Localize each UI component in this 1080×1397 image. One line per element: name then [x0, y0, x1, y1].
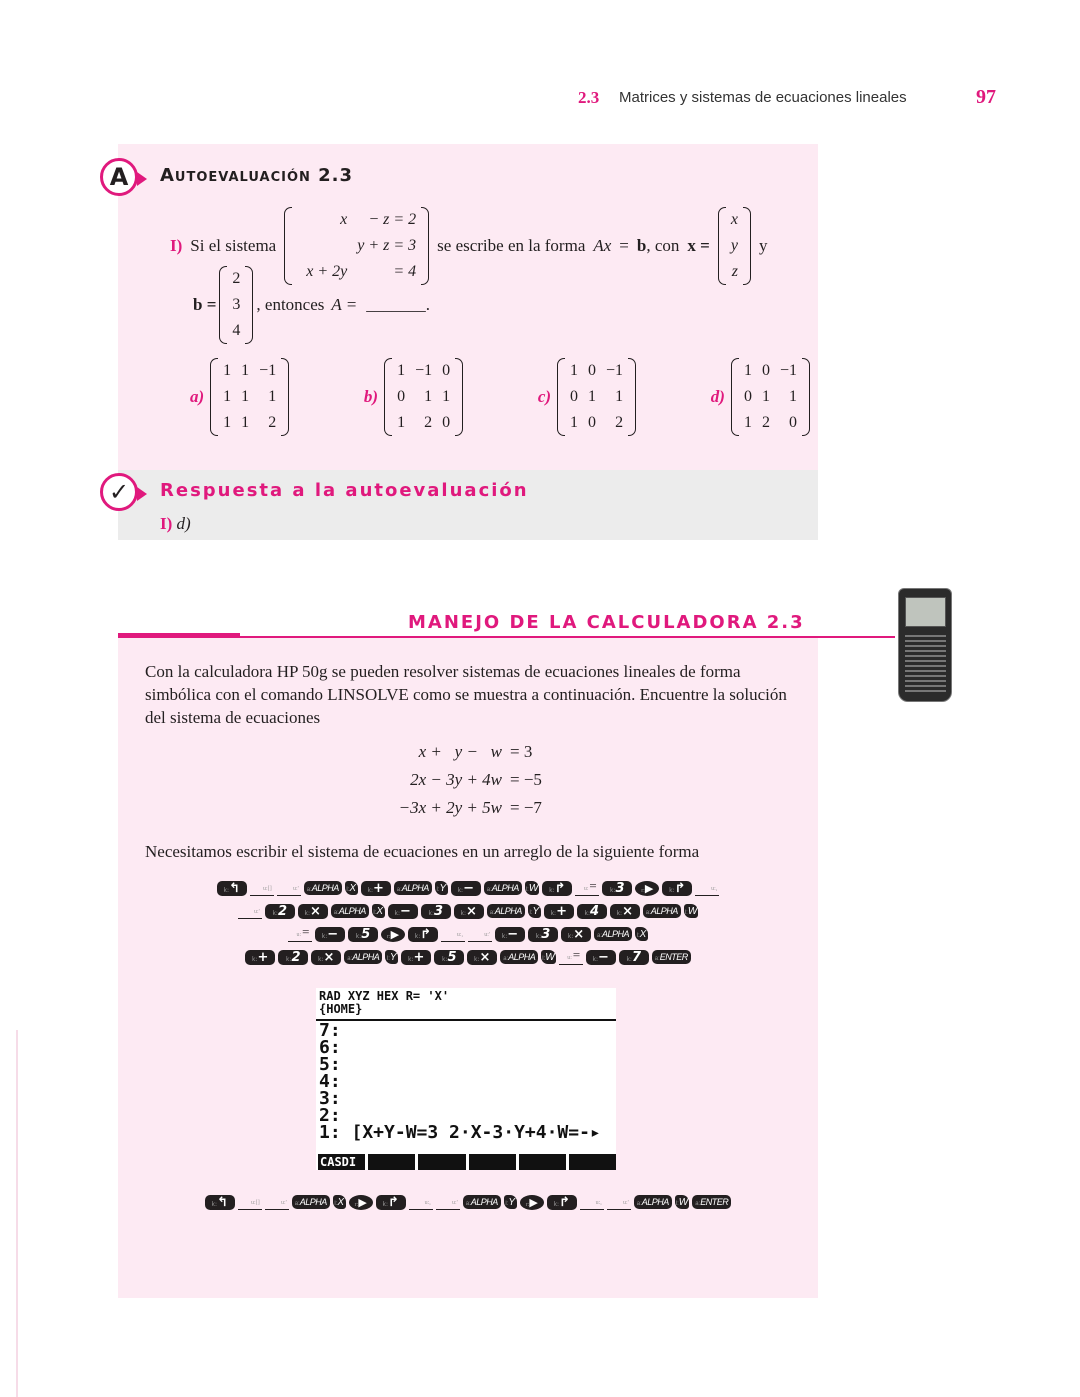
key-label: l:W	[542, 951, 555, 963]
matrix-cell: x + 2y	[306, 263, 348, 280]
matrix-row	[227, 318, 245, 344]
arrow-key[interactable]	[349, 1195, 373, 1210]
key-label: k:+	[367, 880, 384, 896]
running-title: Matrices y sistemas de ecuaciones lineales	[619, 89, 907, 106]
matrix-cell: 0	[588, 414, 597, 431]
typed-text	[441, 926, 465, 942]
key[interactable]	[495, 927, 525, 942]
key-label: a:ALPHA	[294, 1197, 327, 1207]
key-label: l:X	[346, 882, 357, 894]
letter-key[interactable]	[684, 904, 698, 918]
typed-text	[409, 1194, 433, 1210]
b-eq: b =	[193, 295, 217, 314]
option-d	[711, 358, 810, 436]
option-b	[364, 358, 463, 436]
option-label: d)	[710, 387, 725, 406]
alpha-key[interactable]	[500, 950, 538, 964]
alpha-key[interactable]	[394, 881, 432, 895]
softkey-6[interactable]	[569, 1154, 616, 1170]
key[interactable]	[467, 950, 497, 965]
key-label: u:,	[595, 1200, 602, 1206]
typed-text	[265, 1194, 289, 1210]
keystroke-row	[118, 947, 818, 967]
key[interactable]	[408, 927, 438, 942]
key-label: a:ALPHA	[347, 952, 380, 962]
letter-key[interactable]	[541, 950, 555, 964]
key[interactable]	[401, 950, 431, 965]
equals: =	[619, 236, 629, 255]
key-label: l:W	[525, 882, 539, 894]
matrix-cell: 1	[268, 388, 277, 405]
key-label: k:5	[355, 926, 371, 942]
matrix-cell: 2	[424, 414, 433, 431]
key-label: r:▶	[641, 882, 654, 895]
equation-rhs: = 3	[510, 742, 533, 761]
key[interactable]	[451, 881, 481, 896]
key-label: k:−	[501, 926, 519, 942]
item-label: I)	[170, 236, 183, 255]
option-a	[190, 358, 289, 436]
key[interactable]	[528, 927, 558, 942]
key-label: k:3	[535, 926, 551, 942]
b-vector	[219, 266, 253, 344]
matrix-row	[227, 292, 245, 318]
matrix	[739, 358, 802, 436]
key-label: u:'	[451, 1200, 458, 1206]
matrix-row	[739, 384, 802, 410]
key[interactable]	[544, 904, 574, 919]
equation-rhs: = −5	[510, 770, 542, 789]
option-matrix	[731, 358, 810, 436]
matrix	[392, 358, 455, 436]
matrix	[218, 358, 281, 436]
alpha-key[interactable]	[634, 1195, 672, 1209]
matrix-cell: 0	[761, 362, 770, 379]
letter-key[interactable]	[435, 881, 448, 895]
key[interactable]	[610, 904, 640, 919]
key-label: k:3	[609, 880, 625, 896]
letter-key[interactable]	[528, 904, 541, 918]
key-label: r:▶	[525, 1196, 538, 1209]
key[interactable]	[311, 950, 341, 965]
arrow-key[interactable]	[635, 881, 659, 896]
matrix-cell: 4	[232, 322, 241, 339]
matrix-cell: −1	[415, 362, 433, 379]
keystroke-row	[118, 1192, 818, 1212]
directory-line: {HOME}	[319, 1002, 363, 1016]
key-label: a:ALPHA	[306, 883, 339, 893]
autoeval-icon	[100, 158, 138, 196]
key-label: k:3	[428, 903, 444, 919]
option-matrix	[210, 358, 289, 436]
typed-text	[436, 1194, 460, 1210]
matrix-row	[227, 266, 245, 292]
key-label: r:▶	[386, 928, 400, 941]
key[interactable]	[361, 881, 391, 896]
answer-title: Respuesta a la autoevaluación	[160, 480, 529, 501]
alpha-key[interactable]	[594, 927, 632, 941]
key-label: a:ALPHA	[503, 952, 536, 962]
matrix-cell: 1	[615, 388, 624, 405]
alpha-key[interactable]	[487, 904, 525, 918]
matrix-row	[726, 207, 743, 233]
key-label: k:−	[394, 903, 411, 919]
matrix-cell: y + z = 3	[357, 237, 417, 254]
text: , con	[646, 236, 680, 255]
key[interactable]	[586, 950, 616, 965]
equation-lhs: 2x − 3y + 4w	[410, 770, 502, 789]
key-label: k:↱	[553, 1194, 570, 1210]
key-label: k:2	[285, 949, 301, 965]
matrix-cell: 0	[588, 362, 597, 379]
answer	[160, 514, 191, 534]
key[interactable]	[217, 881, 247, 896]
key-label: k:7	[626, 949, 641, 965]
equation-lhs: −3x + 2y + 5w	[398, 798, 502, 817]
typed-text	[580, 1194, 604, 1210]
calculator-image	[898, 588, 952, 702]
key-label: a:ALPHA	[396, 883, 429, 893]
rule	[118, 636, 895, 638]
softkey-5[interactable]	[519, 1154, 566, 1170]
key-label: k:5	[441, 949, 457, 965]
key[interactable]	[542, 881, 572, 896]
status-line: RAD XYZ HEX R= 'X'	[319, 989, 450, 1003]
b: b	[636, 236, 647, 255]
key-label: u:'	[623, 1200, 629, 1206]
matrix-cell: z	[731, 263, 738, 280]
page-number: 97	[976, 86, 996, 108]
matrix-cell: 1	[424, 388, 433, 405]
key-label: k:−	[321, 926, 339, 942]
matrix-cell: 1	[241, 414, 250, 431]
key-label: u:=	[583, 878, 598, 893]
key-label: l:Y	[529, 905, 540, 917]
key-label: l:W	[675, 1196, 689, 1208]
letter-key[interactable]	[333, 1195, 346, 1209]
matrix-row	[565, 384, 628, 410]
matrix-cell: 0	[743, 388, 752, 405]
matrix-cell: 2	[615, 414, 624, 431]
key-label: u:,	[456, 932, 463, 938]
key-label: a:ALPHA	[486, 883, 519, 893]
key-label: r:▶	[354, 1196, 367, 1209]
matrix-cell	[292, 233, 352, 259]
matrix-cell: 1	[442, 388, 451, 405]
key-label: a:ALPHA	[489, 906, 522, 916]
key[interactable]	[421, 904, 451, 919]
item-label: I)	[160, 514, 173, 533]
alpha-key[interactable]	[484, 881, 522, 895]
arrow-key[interactable]	[381, 927, 405, 942]
typed-text	[288, 926, 312, 942]
stack-line: 3:	[319, 1088, 341, 1109]
matrix-cell: 2	[268, 414, 277, 431]
key[interactable]	[388, 904, 418, 919]
matrix-cell: 1	[588, 388, 597, 405]
typed-text	[468, 926, 492, 942]
key-label: k:4	[584, 903, 600, 919]
key[interactable]	[348, 927, 378, 942]
typed-text	[277, 880, 301, 896]
stack-line: 1: [X+Y-W=3 2·X-3·Y+4·W=-▸	[319, 1122, 601, 1143]
ax: Ax	[593, 236, 612, 255]
typed-text	[238, 1194, 262, 1210]
matrix-cell: x	[340, 211, 348, 228]
alpha-key[interactable]	[463, 1195, 501, 1209]
a-eq: A =	[331, 295, 358, 314]
key-label: k:+	[550, 903, 567, 919]
typed-text	[238, 903, 262, 919]
softkey-4[interactable]	[469, 1154, 516, 1170]
matrix-cell: 1	[397, 362, 406, 379]
matrix-cell: 1	[241, 362, 250, 379]
typed-text	[607, 1194, 631, 1210]
key[interactable]	[619, 950, 649, 965]
letter-key[interactable]	[345, 881, 358, 895]
key-label: a:ENTER	[695, 1197, 729, 1207]
option-c	[538, 358, 636, 436]
matrix-cell: 2	[232, 270, 241, 287]
matrix-cell: 2	[761, 414, 770, 431]
matrix-cell: 3	[232, 296, 241, 313]
key-label: u:=	[296, 924, 310, 939]
arrow-key[interactable]	[520, 1195, 544, 1210]
option-label: c)	[537, 387, 552, 406]
matrix-cell: 0	[397, 388, 406, 405]
key-label: u:,	[711, 886, 718, 892]
key-label: l:Y	[505, 1196, 516, 1208]
matrix	[565, 358, 628, 436]
alpha-key[interactable]	[652, 950, 691, 964]
calculator-title: MANEJO DE LA CALCULADORA 2.3	[408, 612, 805, 633]
key[interactable]	[454, 904, 484, 919]
matrix-cell: 1	[570, 414, 579, 431]
letter-key[interactable]	[504, 1195, 517, 1209]
matrix-row	[392, 384, 455, 410]
key-label: k:−	[457, 880, 474, 896]
calculator-screen	[316, 988, 616, 1170]
alpha-key[interactable]	[692, 1195, 731, 1209]
letter-key[interactable]	[525, 881, 539, 895]
matrix-cell: 0	[442, 414, 451, 431]
matrix-cell: 0	[442, 362, 451, 379]
alpha-key[interactable]	[292, 1195, 330, 1209]
intro-paragraph: Con la calculadora HP 50g se pueden resolver sistemas de ecuaciones lineales de forma simbólica con el comando LINSOLVE como se muestra a continuación. Encuentre la solución del sistema de ecuaciones	[145, 662, 787, 727]
stack-line: 2:	[319, 1105, 341, 1126]
matrix-row	[392, 410, 455, 436]
text: se escribe en la forma	[437, 236, 586, 255]
answer-value: d)	[176, 514, 191, 533]
matrix-row	[292, 233, 421, 259]
key-label: a:ALPHA	[645, 906, 678, 916]
typed-text	[695, 880, 719, 896]
key-label: l:X	[373, 905, 384, 917]
key-label: l:X	[636, 928, 647, 940]
matrix-cell: −1	[606, 362, 624, 379]
key-label: k:+	[408, 949, 425, 965]
option-matrix	[384, 358, 463, 436]
matrix-cell: 1	[241, 388, 250, 405]
key-label: l:W	[684, 905, 698, 917]
key-label: u:'	[292, 886, 299, 892]
blank: _______.	[366, 295, 430, 314]
stack-line: 4:	[319, 1071, 341, 1092]
stack-line: 6:	[319, 1037, 341, 1058]
keystroke-row	[118, 924, 818, 944]
key[interactable]	[662, 881, 692, 896]
key-label: a:ALPHA	[596, 929, 630, 939]
autoeval-title: Autoevaluación 2.3	[160, 165, 354, 186]
key-label: k:↱	[414, 926, 432, 942]
key-label: k:↰	[223, 880, 240, 896]
key[interactable]	[245, 950, 275, 965]
key-label: k:×	[460, 903, 477, 919]
matrix-row	[739, 358, 802, 384]
key-label: k:×	[567, 926, 585, 942]
matrix-cell: 0	[788, 414, 797, 431]
option-matrix	[557, 358, 636, 436]
key-label: u:[]	[251, 1200, 260, 1206]
alpha-key[interactable]	[643, 904, 681, 918]
key-label: l:Y	[386, 951, 397, 963]
key-label: k:−	[592, 949, 609, 965]
check-icon: ✓	[100, 473, 138, 511]
matrix-cell: y	[730, 237, 738, 254]
key[interactable]	[265, 904, 295, 919]
matrix-cell: = 4	[393, 263, 417, 280]
alpha-key[interactable]	[344, 950, 382, 964]
key-label: k:↰	[211, 1194, 228, 1210]
autoeval-icon-letter: A	[109, 163, 129, 191]
key-label: a:ALPHA	[333, 906, 366, 916]
matrix-cell: 1	[761, 388, 770, 405]
matrix-row	[726, 259, 743, 285]
key-label: l:Y	[436, 882, 447, 894]
softkey-2[interactable]	[368, 1154, 415, 1170]
matrix-row	[565, 358, 628, 384]
letter-key[interactable]	[385, 950, 398, 964]
key[interactable]	[561, 927, 591, 942]
margin-line	[16, 1030, 18, 1397]
matrix-row	[565, 410, 628, 436]
key-label: u:,	[424, 1200, 431, 1206]
key[interactable]	[434, 950, 464, 965]
option-label: a)	[190, 387, 205, 406]
matrix-cell: −1	[779, 362, 797, 379]
matrix-cell: x	[730, 211, 738, 228]
text: y	[758, 236, 768, 255]
x-vector	[718, 207, 751, 285]
stack-line: 5:	[319, 1054, 341, 1075]
matrix-cell: 1	[743, 414, 752, 431]
key-label: a:ENTER	[654, 952, 688, 962]
key-label: a:ALPHA	[465, 1197, 498, 1207]
key[interactable]	[298, 904, 328, 919]
keystroke-row	[118, 878, 818, 898]
alpha-key[interactable]	[304, 881, 342, 895]
matrix-cell: 1	[570, 362, 579, 379]
typed-text	[575, 880, 599, 896]
key[interactable]	[602, 881, 632, 896]
matrix-cell: − z = 2	[368, 211, 417, 228]
key-label: u:'	[484, 932, 490, 938]
matrix-cell: −1	[259, 362, 277, 379]
key-label: k:×	[318, 949, 335, 965]
softkey-1[interactable]: CASDI	[318, 1154, 365, 1170]
key-label: u:[]	[263, 886, 272, 892]
key[interactable]	[577, 904, 607, 919]
key-label: k:×	[616, 903, 633, 919]
equation-rhs: = −7	[510, 798, 542, 817]
matrix-row	[739, 410, 802, 436]
key[interactable]	[315, 927, 345, 942]
text: , entonces	[256, 295, 325, 314]
matrix-cell: 1	[397, 414, 406, 431]
key-label: k:×	[474, 949, 491, 965]
matrix-row	[292, 207, 421, 233]
keystroke-row	[118, 901, 818, 921]
key-label: k:2	[272, 903, 287, 919]
key-label: k:+	[252, 949, 269, 965]
matrix-row	[218, 384, 281, 410]
x-eq: x =	[687, 236, 710, 255]
key-label: u:'	[253, 909, 260, 915]
matrix-cell: 0	[570, 388, 579, 405]
letter-key[interactable]	[675, 1195, 689, 1209]
typed-text	[250, 880, 274, 896]
key[interactable]	[547, 1195, 577, 1210]
answer-options	[190, 358, 810, 436]
key-label: l:X	[334, 1196, 345, 1208]
equation-lhs: x + y − w	[418, 742, 502, 761]
letter-key[interactable]	[372, 904, 385, 918]
matrix-row	[218, 358, 281, 384]
key-label: u:=	[567, 947, 581, 962]
key[interactable]	[278, 950, 308, 965]
softkey-3[interactable]	[418, 1154, 465, 1170]
key[interactable]	[205, 1195, 235, 1210]
typed-text	[559, 949, 583, 965]
text: Si el sistema	[190, 236, 277, 255]
key-label: k:×	[304, 903, 321, 919]
question-1-cont	[193, 266, 430, 344]
key-label: k:↱	[549, 880, 566, 896]
stack-line: 7:	[319, 1020, 341, 1041]
key[interactable]	[376, 1195, 406, 1210]
matrix-cell: 1	[743, 362, 752, 379]
matrix-cell: 1	[788, 388, 797, 405]
matrix-cell: 1	[223, 362, 232, 379]
key-label: k:↱	[669, 880, 686, 896]
matrix-cell: 1	[223, 414, 232, 431]
key-label: u:'	[280, 1200, 287, 1206]
alpha-key[interactable]	[331, 904, 369, 918]
instruction: Necesitamos escribir el sistema de ecuaciones en un arreglo de la siguiente forma	[145, 842, 700, 861]
matrix-cell: 1	[223, 388, 232, 405]
matrix-row	[218, 410, 281, 436]
section-number: 2.3	[578, 88, 600, 107]
option-label: b)	[363, 387, 379, 406]
letter-key[interactable]	[635, 927, 648, 941]
key-label: k:↱	[382, 1194, 399, 1210]
matrix-row	[392, 358, 455, 384]
matrix-row	[726, 233, 743, 259]
key-label: a:ALPHA	[636, 1197, 669, 1207]
